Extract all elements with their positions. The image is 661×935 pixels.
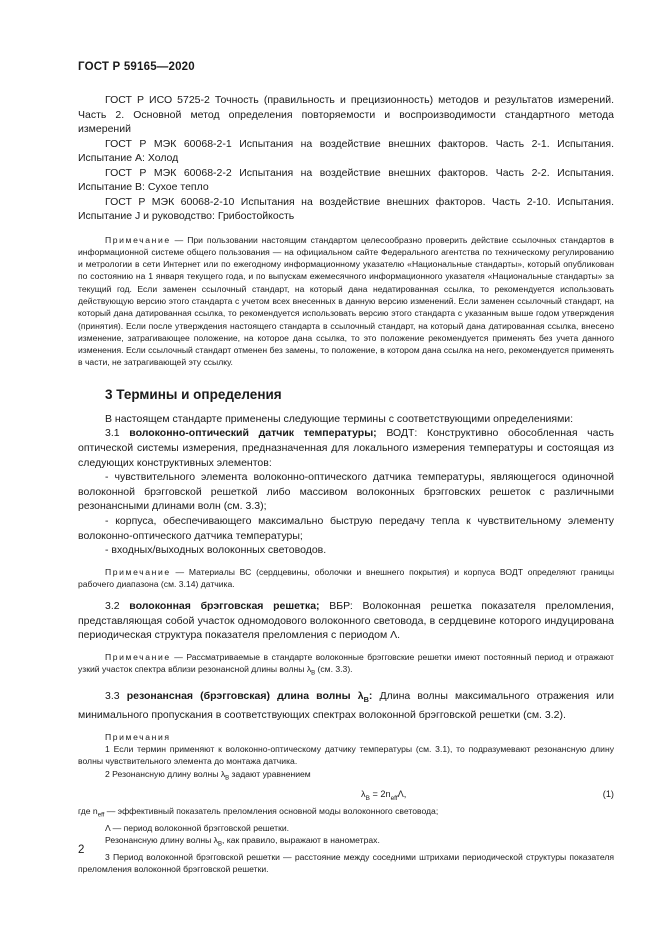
term-3-1-item: - чувствительного элемента волоконно-оптического датчика температуры, являющегося одиночной волоконной брэгговской решеткой либо массивом волоконных брэгговских решеток с различными резонансными длинами волн (см. 3.3);	[78, 471, 614, 513]
note-references: Примечание — При пользовании настоящим стандартом целесообразно проверить действие ссылочных стандартов в информационной системе общего пользования — на официальном сайте Федерального агентства по техническому регулированию и метрологии в сети Интернет или по ежегодному информационному указателю «Национальные стандарты», который опубликован по состоянию на 1 января текущего года, и по выпускам ежемесячного информационного указателя «Национальные стандарты» за текущий год. Если заменен ссылочный стандарт, на который дана недатированная ссылка, то рекомендуется использовать действующую версию этого стандарта с учетом всех внесенных в данную версию изменений. Если заменен ссылочный стандарт, на который дана датированная ссылка, то рекомендуется использовать версию этого стандарта с указанным выше годом утверждения (принятия). Если после утверждения настоящего стандарта в ссылочный стандарт, на который дана датированная ссылка, внесено изменение, затрагивающее положение, на которое дана ссылка, то это положение рекомендуется применять без учета данного изменения. Если ссылочный стандарт отменен без замены, то положение, в котором дана ссылка на него, рекомендуется применять в части, не затрагивающей эту ссылку.	[78, 234, 615, 368]
nm-text: Резонансную длину волны λ	[105, 834, 218, 845]
note-label: Примечание	[105, 234, 171, 245]
note-text: Рассматриваемые в стандарте волоконные брэгговские решетки имеют постоянный период и отражают узкий участок спектра вблизи резонансной длины волны λ	[78, 652, 614, 675]
subscript: B	[225, 775, 230, 782]
note-label: Примечание	[105, 652, 171, 663]
term-number: 3.1	[105, 427, 120, 440]
note-3-1: Примечание — Материалы ВС (сердцевины, оболочки и внешнего покрытия) и корпуса ВОДТ определяют границы рабочего диапазона (см. 3.14) датчика.	[78, 566, 614, 589]
section-intro: В настоящем стандарте применены следующие термины с соответствующими определениями:	[105, 412, 574, 425]
term-3-1-item: - корпуса, обеспечивающего максимально быструю передачу тепла к чувствительному элементу волоконно-оптического датчика температуры;	[78, 514, 614, 542]
reference-4: ГОСТ Р МЭК 60068-2-10 Испытания на воздействие внешних факторов. Часть 2-10. Испытания. Испытание J и руководство: Грибостойкость	[78, 195, 614, 222]
page-number: 2	[78, 844, 85, 856]
page-content	[78, 93, 614, 876]
note-item-2-text: 2 Резонансную длину волны λ	[105, 768, 226, 779]
reference-3: ГОСТ Р МЭК 60068-2-2 Испытания на воздействие внешних факторов. Часть 2-2. Испытания. Испытание В: Сухое тепло	[78, 166, 614, 193]
formula-equation	[361, 789, 406, 802]
term-name: волоконная брэгговская решетка;	[129, 600, 320, 613]
subscript: eff	[390, 794, 398, 802]
formula-1	[78, 789, 614, 805]
term-name-text: резонансная (брэгговская) длина волны λ	[126, 690, 364, 703]
notes-heading	[78, 731, 614, 743]
where-tail: — эффективный показатель преломления основной моды волоконного световода;	[104, 805, 439, 816]
formula-number: (1)	[602, 788, 614, 799]
where-line	[78, 805, 614, 822]
notes-label: Примечания	[105, 731, 171, 742]
term-number: 3.3	[105, 690, 120, 703]
term-name	[126, 690, 373, 705]
note-label: Примечание	[105, 566, 171, 577]
subscript: B	[365, 794, 370, 802]
term-definition: Длина волны максимального отражения или минимального пропускания в соответствующих спектрах волоконной брэгговской решетки (см. 3.2).	[78, 690, 615, 722]
section-title: 3 Термины и определения	[105, 386, 282, 402]
note-item-2	[78, 768, 614, 785]
nm-line	[78, 834, 614, 851]
term-name: волоконно-оптический датчик температуры;	[129, 427, 377, 440]
term-number: 3.2	[105, 600, 120, 613]
formula-lambda: λ	[361, 788, 366, 799]
term-3-2	[78, 599, 614, 643]
note-item-1: 1 Если термин применяют к волоконно-оптическому датчику температуры (см. 3.1), то подразумевают резонансную длину волны чувствительного элемента до монтажа датчика.	[78, 743, 614, 767]
lambda-line: Λ — период волоконной брэгговской решетки.	[105, 822, 290, 833]
formula-period: Λ,	[397, 788, 407, 799]
reference-2: ГОСТ Р МЭК 60068-2-1 Испытания на воздействие внешних факторов. Часть 2-1. Испытания. Испытание А: Холод	[78, 137, 614, 164]
subscript: B	[217, 841, 222, 848]
page-header: ГОСТ Р 59165—2020	[78, 61, 195, 73]
formula-mid: = 2n	[369, 788, 391, 799]
subscript: eff	[97, 812, 105, 819]
note-item-2-tail: задают уравнением	[229, 768, 311, 779]
subscript: B	[311, 671, 316, 678]
term-3-3	[78, 689, 614, 722]
reference-1: ГОСТ Р ИСО 5725-2 Точность (правильность и прецизионность) методов и результатов измерений. Часть 2. Основной метод определения повторяемости и воспроизводимости стандартного метода измерений	[78, 94, 614, 135]
term-3-1	[78, 426, 614, 470]
term-name-tail: :	[368, 690, 373, 703]
note-text: При пользовании настоящим стандартом целесообразно проверить действие ссылочных стандартов в информационной системе общего пользования — на официальном сайте Федерального агентства по техническому регулированию и метрологии в сети Интернет или по ежегодному информационному указателю «Национальные стандарты», который опубликован по состоянию на 1 января текущего года, и по выпускам ежемесячного информационного указателя «Национальные стандарты» за текущий год. Если заменен ссылочный стандарт, на который дана недатированная ссылка, то рекомендуется использовать действующую версию этого стандарта с учетом всех внесенных в данную версию изменений. Если заменен ссылочный стандарт, на который дана датированная ссылка, то рекомендуется использовать версию этого стандарта с указанным выше годом утверждения (принятия). Если после утверждения настоящего стандарта в ссылочный стандарт, на который дана датированная ссылка, внесено изменение, затрагивающее положение, на которое дана ссылка, то это положение рекомендуется применять без учета данного изменения. Если ссылочный стандарт отменен без замены, то положение, в котором дана ссылка на него, рекомендуется применять в части, не затрагивающей эту ссылку.	[78, 234, 615, 368]
term-definition: ВОДТ: Конструктивно обособленная часть оптической системы измерения, предназначенная для локального измерения температуры и состоящая из следующих конструктивных элементов:	[78, 427, 614, 469]
where-text: где n	[78, 805, 98, 816]
note-text-tail: (см. 3.3).	[315, 664, 353, 675]
term-3-1-item: - входных/выходных волоконных световодов.	[105, 544, 327, 557]
note-text: Материалы ВС (сердцевины, оболочки и внешнего покрытия) и корпуса ВОДТ определяют границы рабочего диапазона (см. 3.14) датчика.	[78, 566, 614, 589]
subscript: B	[363, 695, 369, 705]
nm-tail: , как правило, выражают в нанометрах.	[221, 834, 380, 845]
note-3-2: Примечание — Рассматриваемые в стандарте волоконные брэгговские решетки имеют постоянный период и отражают узкий участок спектра вблизи резонансной длины волны $\lambda_B$ (см. 3.3).	[78, 652, 614, 678]
term-definition: ВБР: Волоконная решетка показателя преломления, представляющая собой участок одномодового волоконного световода, в сердцевине которого индуцирована периодическая структура показателя преломления с периодом Λ.	[78, 600, 614, 642]
note-item-3: 3 Период волоконной брэгговской решетки — расстояние между соседними штрихами периодической структуры показателя преломления волоконной брэгговской решетки.	[78, 851, 614, 875]
